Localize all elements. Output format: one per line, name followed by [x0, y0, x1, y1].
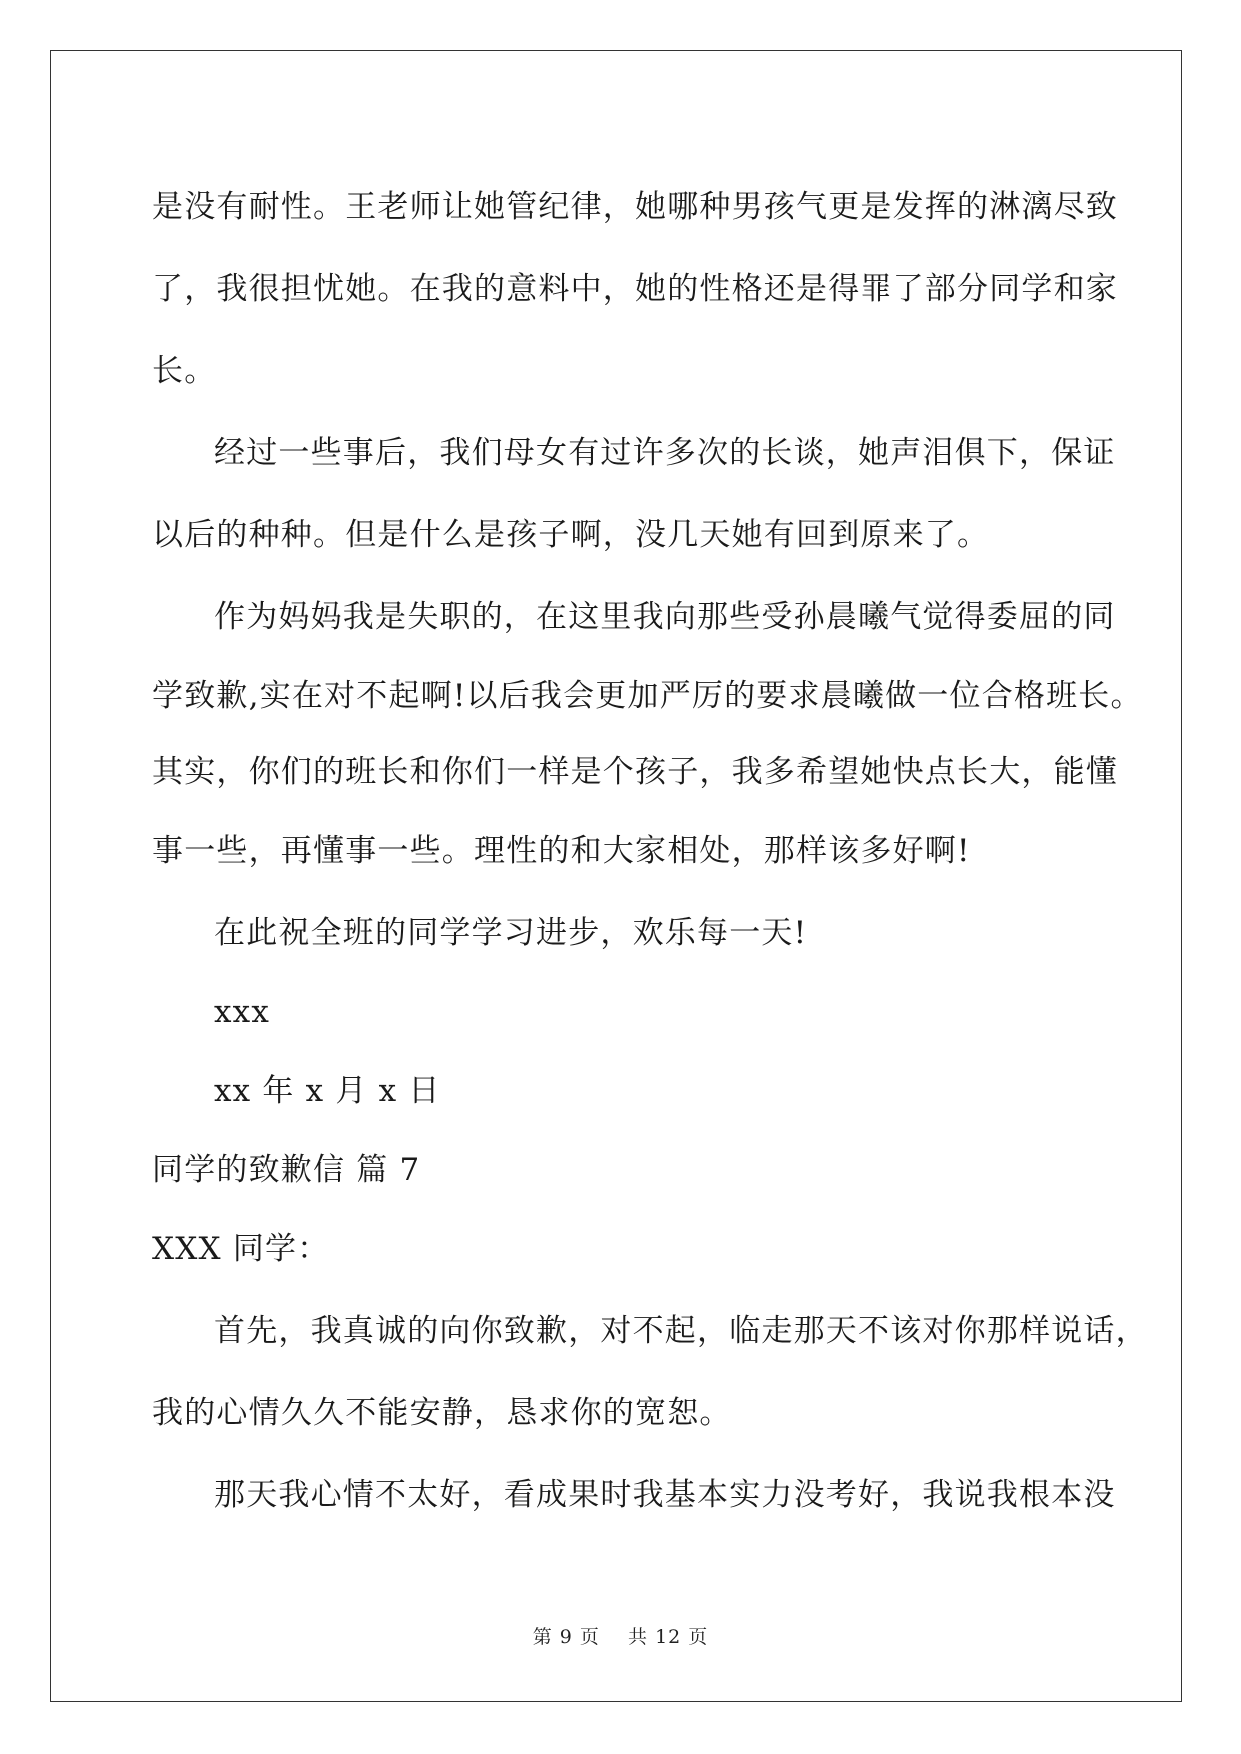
text-line: 了，我很担忧她。在我的意料中，她的性格还是得罪了部分同学和家 — [152, 271, 1118, 307]
salutation: XXX 同学： — [152, 1231, 330, 1267]
text-line: 作为妈妈我是失职的，在这里我向那些受孙晨曦气觉得委屈的同 — [214, 599, 1116, 635]
section-heading: 同学的致歉信 篇 7 — [152, 1152, 421, 1188]
text-line: 那天我心情不太好，看成果时我基本实力没考好，我说我根本没 — [214, 1477, 1116, 1513]
text-line: 是没有耐性。王老师让她管纪律，她哪种男孩气更是发挥的淋漓尽致 — [152, 189, 1118, 225]
signature-date: xx 年 x 月 x 日 — [214, 1073, 441, 1109]
text-line: 首先，我真诚的向你致歉，对不起，临走那天不该对你那样说话， — [214, 1313, 1148, 1349]
text-line: 在此祝全班的同学学习进步，欢乐每一天! — [214, 915, 808, 951]
text-line: 以后的种种。但是什么是孩子啊，没几天她有回到原来了。 — [152, 517, 990, 553]
text-line: 经过一些事后，我们母女有过许多次的长谈，她声泪俱下，保证 — [214, 435, 1116, 471]
text-line: 事一些，再懂事一些。理性的和大家相处，那样该多好啊! — [152, 833, 971, 869]
text-line: 其实，你们的班长和你们一样是个孩子，我多希望她快点长大，能懂 — [152, 754, 1118, 790]
page-total: 共 12 页 — [628, 1626, 709, 1648]
text-line: 长。 — [152, 353, 217, 389]
document-body — [152, 166, 1148, 1536]
page-footer — [0, 1622, 1241, 1649]
page-number: 第 9 页 — [532, 1626, 600, 1648]
signature-name: xxx — [214, 994, 271, 1030]
text-line: 学致歉,实在对不起啊!以后我会更加严厉的要求晨曦做一位合格班长。 — [152, 678, 1143, 714]
text-line: 我的心情久久不能安静，恳求你的宽恕。 — [152, 1395, 732, 1431]
